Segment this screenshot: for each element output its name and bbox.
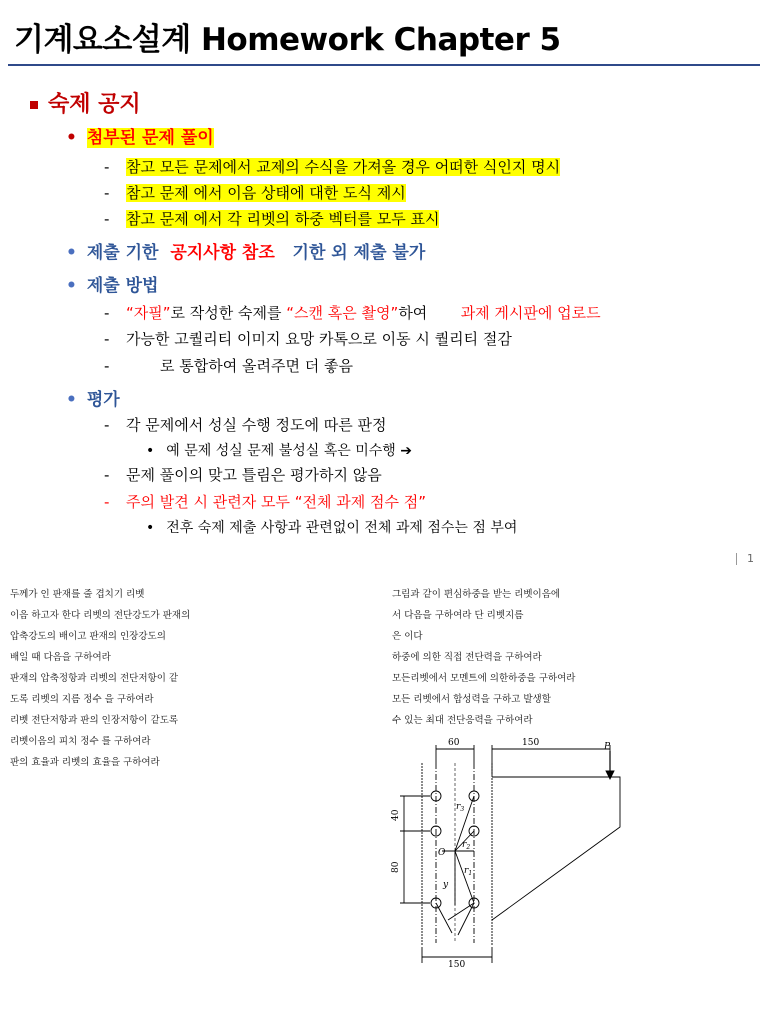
problem-line: 두께가 인 판재를 줄 겹치기 리벳 bbox=[10, 589, 145, 600]
dimension-label: 80 bbox=[391, 861, 401, 873]
problem-line: 판의 효율과 리벳의 효율을 구하여라 bbox=[10, 757, 160, 768]
evaluation-line-3 bbox=[104, 491, 426, 512]
problem-right bbox=[392, 584, 575, 731]
note-text: 참고 모든 문제에서 교제의 수식을 가져올 경우 어떠한 식인지 명시 bbox=[126, 158, 561, 176]
problem-line: 은 이다 bbox=[392, 631, 423, 642]
method-line-3 bbox=[104, 355, 353, 376]
problem-line: 모든 리벳에서 합성력을 구하고 발생할 bbox=[392, 694, 551, 705]
note-line-3 bbox=[104, 208, 439, 229]
evaluation-line-1 bbox=[104, 414, 386, 435]
load-arrowhead bbox=[606, 771, 614, 779]
problem-line: 도록 리벳의 지름 정수 을 구하여라 bbox=[10, 694, 154, 705]
section-heading bbox=[30, 87, 141, 118]
dash-icon: - bbox=[104, 304, 110, 322]
handwritten-label: “자필” bbox=[126, 304, 171, 322]
evaluation-subtext: 예 문제 성실 문제 불성실 혹은 미수행 ➔ bbox=[166, 443, 413, 459]
page-number-text: 1 bbox=[747, 552, 754, 565]
problem-left bbox=[10, 584, 190, 773]
radius-label: $r_3$ bbox=[456, 802, 465, 813]
problem-line: 서 다음을 구하여라 단 리벳지름 bbox=[392, 610, 524, 621]
deadline-label: 제출 기한 bbox=[86, 243, 159, 263]
note-text: 참고 문제 에서 이음 상태에 대한 도식 제시 bbox=[126, 184, 406, 202]
riveted-joint-figure bbox=[380, 735, 640, 970]
bullet-dot-icon: • bbox=[146, 443, 155, 459]
problem-line: 압축강도의 배이고 판재의 인장강도의 bbox=[10, 631, 166, 642]
page-number bbox=[736, 552, 754, 565]
method-label: 제출 방법 bbox=[86, 276, 159, 296]
title-divider bbox=[8, 64, 760, 66]
note-line-1 bbox=[104, 156, 560, 177]
dimension-label: 150 bbox=[522, 738, 540, 748]
warning-text: 주의 발견 시 관련자 모두 “전체 과제 점수 점” bbox=[126, 493, 427, 511]
bullet-dot-icon: • bbox=[66, 276, 77, 296]
evaluation-text: 각 문제에서 성실 수행 정도에 따른 판정 bbox=[126, 416, 387, 434]
axis-label: y bbox=[443, 880, 449, 890]
deadline-item bbox=[66, 238, 425, 263]
deadline-note: 기한 외 제출 불가 bbox=[292, 243, 426, 263]
evaluation-sub-1 bbox=[146, 440, 412, 460]
dimension-label: 150 bbox=[448, 960, 466, 970]
attached-label: 첨부된 문제 풀이 bbox=[86, 128, 214, 148]
square-bullet-icon bbox=[30, 101, 38, 109]
dash-icon: - bbox=[104, 330, 110, 348]
force-vector bbox=[436, 903, 452, 933]
problem-line: 그림과 같이 편심하중을 받는 리벳이음에 bbox=[392, 589, 561, 600]
problem-line: 이음 하고자 한다 리벳의 전단강도가 판재의 bbox=[10, 610, 191, 621]
load-label: P bbox=[604, 742, 611, 752]
bullet-dot-icon: • bbox=[66, 243, 77, 263]
note-text: 참고 문제 에서 각 리벳의 하중 벡터를 모두 표시 bbox=[126, 210, 440, 228]
problem-line: 리벳이음의 피치 정수 를 구하여라 bbox=[10, 736, 151, 747]
evaluation-item bbox=[66, 385, 120, 410]
bullet-dot-icon: • bbox=[66, 390, 77, 410]
method-text: 가능한 고퀄리티 이미지 요망 카톡으로 이동 시 퀄리티 절감 bbox=[126, 330, 512, 348]
dash-icon: - bbox=[104, 466, 110, 484]
divider bbox=[736, 553, 737, 565]
origin-label: O bbox=[438, 848, 446, 858]
scan-label: “스캔 혹은 촬영” bbox=[286, 304, 399, 322]
method-text: 로 작성한 숙제를 bbox=[170, 304, 287, 322]
dimension-label: 60 bbox=[448, 738, 460, 748]
dimension-label: 40 bbox=[391, 809, 401, 821]
dash-icon: - bbox=[104, 357, 110, 375]
deadline-reference: 공지사항 참조 bbox=[170, 243, 275, 263]
attached-item bbox=[66, 123, 214, 148]
dash-icon: - bbox=[104, 158, 110, 176]
radius-label: $r_2$ bbox=[462, 840, 471, 851]
problem-line: 리벳 전단저항과 판의 인장저항이 같도록 bbox=[10, 715, 179, 726]
bullet-dot-icon: • bbox=[66, 128, 77, 148]
problem-line: 수 있는 최대 전단응력을 구하여라 bbox=[392, 715, 533, 726]
evaluation-text: 문제 풀이의 맞고 틀림은 평가하지 않음 bbox=[126, 466, 382, 484]
problem-line: 하중에 의한 직접 전단력을 구하여라 bbox=[392, 652, 542, 663]
bullet-dot-icon: • bbox=[146, 520, 155, 536]
problem-line: 모든리벳에서 모멘트에 의한하중을 구하여라 bbox=[392, 673, 576, 684]
slide-title: 기계요소설계 Homework Chapter 5 bbox=[14, 22, 561, 58]
method-line-2 bbox=[104, 328, 512, 349]
dash-icon: - bbox=[104, 416, 110, 434]
radius-label: $r_1$ bbox=[464, 866, 473, 877]
radius-line bbox=[455, 851, 474, 903]
evaluation-label: 평가 bbox=[86, 390, 120, 410]
evaluation-sub-3 bbox=[146, 517, 517, 537]
problem-line: 판재의 압축정항과 리벳의 전단저항이 같 bbox=[10, 673, 179, 684]
upload-board-label: 과제 게시판에 업로드 bbox=[460, 304, 601, 322]
method-text: 로 통합하여 올려주면 더 좋음 bbox=[160, 357, 353, 375]
method-text: 하여 bbox=[398, 304, 428, 322]
evaluation-subtext: 전후 숙제 제출 사항과 관련없이 전체 과제 점수는 점 부여 bbox=[166, 520, 518, 536]
dash-icon: - bbox=[104, 493, 110, 511]
dash-icon: - bbox=[104, 184, 110, 202]
section-label: 숙제 공지 bbox=[48, 92, 141, 117]
dash-icon: - bbox=[104, 210, 110, 228]
evaluation-line-2 bbox=[104, 464, 382, 485]
note-line-2 bbox=[104, 182, 406, 203]
problem-line: 배일 때 다음을 구하여라 bbox=[10, 652, 111, 663]
method-line-1 bbox=[104, 302, 601, 323]
bracket-outline bbox=[492, 777, 620, 920]
method-item bbox=[66, 271, 158, 296]
